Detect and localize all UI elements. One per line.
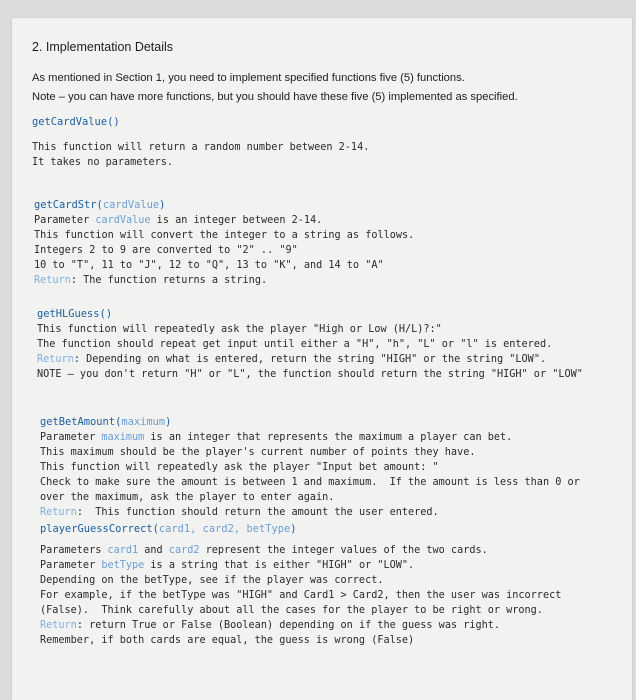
intro-line-2: Note – you can have more functions, but you should have these five (5) implemented as specified. bbox=[32, 91, 518, 103]
desc-line: It takes no parameters. bbox=[32, 157, 174, 168]
desc-text: Parameter bbox=[40, 432, 102, 443]
desc-text: Remember, if both cards are equal, the guess is wrong (False) bbox=[40, 635, 415, 646]
desc-text: getBetAmount( bbox=[40, 416, 122, 428]
desc-text: : The function returns a string. bbox=[70, 275, 268, 286]
desc-text: This function will repeatedly ask the player "High or Low (H/L)?:" bbox=[37, 324, 442, 335]
fn-getcardvalue-signature: getCardValue() bbox=[32, 116, 120, 128]
desc-text: 10 to "T", 11 to "J", 12 to "Q", 13 to "K", and 14 to "A" bbox=[34, 260, 384, 271]
desc-text: cardValue bbox=[95, 215, 151, 226]
desc-text: card1 bbox=[107, 545, 139, 556]
desc-text: This maximum should be the player's current number of points they have. bbox=[40, 447, 476, 458]
fn-getbetamount-signature bbox=[40, 416, 171, 428]
desc-text: betType bbox=[101, 560, 145, 571]
desc-text: : This function should return the amount the user entered. bbox=[76, 507, 439, 518]
desc-text: maximum bbox=[101, 432, 145, 443]
desc-text: getCardStr( bbox=[34, 199, 103, 211]
desc-text: is an integer between 2-14. bbox=[150, 215, 323, 226]
desc-text: Check to make sure the amount is between 1 and maximum. If the amount is less than 0 or bbox=[40, 477, 580, 488]
desc-text: (False). Think carefully about all the cases for the player to be right or wrong. bbox=[40, 605, 543, 616]
desc-text: Parameter bbox=[40, 560, 102, 571]
desc-text: Parameter bbox=[34, 215, 96, 226]
desc-text: is a string that is either "HIGH" or "LOW". bbox=[144, 560, 415, 571]
fn-playerguesscorrect-signature bbox=[40, 523, 297, 535]
desc-text: over the maximum, ask the player to enter again. bbox=[40, 492, 335, 503]
desc-text: NOTE – you don't return "H" or "L", the function should return the string "HIGH" or "LOW" bbox=[37, 369, 583, 380]
desc-text: ) bbox=[165, 416, 172, 428]
desc-text: Parameters bbox=[40, 545, 108, 556]
fn-getcardvalue-desc bbox=[32, 140, 369, 170]
desc-line: This function will return a random number between 2-14. bbox=[32, 142, 370, 153]
desc-text: For example, if the betType was "HIGH" and Card1 > Card2, then the user was incorrect bbox=[40, 590, 562, 601]
fn-getcardstr-signature bbox=[34, 199, 165, 211]
desc-text: Depending on the betType, see if the player was correct. bbox=[40, 575, 384, 586]
desc-text: This function will convert the integer to a string as follows. bbox=[34, 230, 415, 241]
section-heading: 2. Implementation Details bbox=[32, 40, 174, 54]
desc-text: playerGuessCorrect( bbox=[40, 523, 159, 535]
desc-text: Return bbox=[40, 620, 77, 631]
desc-text: ) bbox=[290, 523, 297, 535]
desc-text: and bbox=[138, 545, 169, 556]
desc-text: cardValue bbox=[102, 199, 160, 211]
desc-text: This function will repeatedly ask the player "Input bet amount: " bbox=[40, 462, 439, 473]
desc-text: Return bbox=[37, 354, 74, 365]
intro-line-1: As mentioned in Section 1, you need to implement specified functions five (5) functions. bbox=[32, 72, 465, 84]
desc-text: Return bbox=[40, 507, 77, 518]
desc-text: is an integer that represents the maximum a player can bet. bbox=[144, 432, 513, 443]
desc-text: maximum bbox=[121, 416, 166, 428]
fn-gethlguess-signature: getHLGuess() bbox=[37, 308, 113, 320]
desc-text: card2 bbox=[168, 545, 200, 556]
desc-text: : Depending on what is entered, return the string "HIGH" or the string "LOW". bbox=[73, 354, 547, 365]
desc-text: Return bbox=[34, 275, 71, 286]
fn-getcardstr-desc bbox=[34, 213, 414, 288]
desc-text: represent the integer values of the two cards. bbox=[199, 545, 488, 556]
fn-gethlguess-desc bbox=[37, 322, 583, 382]
fn-playerguesscorrect-desc bbox=[40, 543, 561, 648]
document-page bbox=[12, 18, 632, 700]
desc-text: card1, card2, betType bbox=[158, 523, 291, 535]
desc-text: Integers 2 to 9 are converted to "2" .. "9" bbox=[34, 245, 298, 256]
desc-text: The function should repeat get input until either a "H", "h", "L" or "l" is entered. bbox=[37, 339, 553, 350]
desc-text: ) bbox=[159, 199, 166, 211]
desc-text: : return True or False (Boolean) depending on if the guess was right. bbox=[76, 620, 501, 631]
fn-getbetamount-desc bbox=[40, 430, 580, 520]
